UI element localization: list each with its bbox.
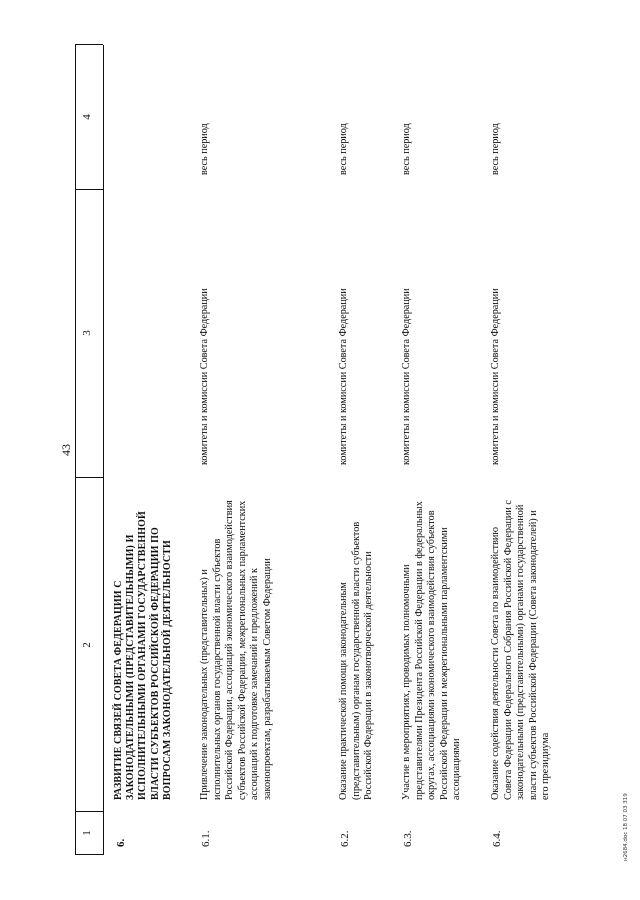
section-title: РАЗВИТИЕ СВЯЗЕЙ СОВЕТА ФЕДЕРАЦИИ С ЗАКОНОДАТЕЛЬНЫМИ (ПРЕДСТАВИТЕЛЬНЫМИ) И ИСПОЛНИТЕЛЬНЫМИ ОРГАНАМИ ГОСУДАРСТВЕННОЙ ВЛАСТИ СУБЪЕКТОВ РОССИЙСКОЙ ФЕДЕРАЦИИ ПО ВОПРОСАМ ЗАКОНОДАТЕЛЬНОЙ ДЕЯТЕЛЬНОСТИ xyxy=(113,511,173,800)
row-responsible: комитеты и комиссии Совета Федерации xyxy=(490,288,501,465)
row-term: весь период xyxy=(338,123,349,175)
row-term: весь период xyxy=(401,123,412,175)
row-number: 6.2. xyxy=(339,830,351,847)
column-number-1: 1 xyxy=(81,830,93,836)
document-page xyxy=(59,45,629,861)
table-right-border xyxy=(75,44,103,45)
column-number-3: 3 xyxy=(81,330,93,336)
row-number: 6.1. xyxy=(200,830,212,847)
section-number: 6. xyxy=(115,838,127,847)
row-text: Оказание практической помощи законодательным (представительным) органам государственной власти субъектов Российской Федерации в законотворческой деятельности xyxy=(338,521,375,800)
column-divider-3 xyxy=(75,189,103,190)
row-term: весь период xyxy=(490,123,501,175)
column-divider-2 xyxy=(75,477,103,478)
row-text: Оказание содействия деятельности Совета по взаимодействию Совета Федерации Федерального Собрания Российской Федерации с законодательными (представительными) органами государственной власти субъектов Российской Федерации (Совета законодателей) и его президиума xyxy=(490,500,552,800)
column-divider-1 xyxy=(75,811,103,812)
row-responsible: комитеты и комиссии Совета Федерации xyxy=(199,288,210,465)
table-left-border xyxy=(75,854,103,855)
row-text: Участие в мероприятиях, проводимых полномочными представителями Президента Российской Федерации в федеральных округах, ассоциациями экономического взаимодействия субъектов Российской Федерации и межрегиональными парламентскими ассоциациями xyxy=(401,501,463,800)
row-responsible: комитеты и комиссии Совета Федерации xyxy=(401,288,412,465)
column-number-2: 2 xyxy=(81,642,93,648)
row-number: 6.3. xyxy=(402,830,414,847)
row-number: 6.4. xyxy=(491,830,503,847)
file-stamp: н2684.doc 18 07 03 319 xyxy=(623,793,629,861)
row-responsible: комитеты и комиссии Совета Федерации xyxy=(338,288,349,465)
page-number: 43 xyxy=(59,444,73,456)
header-bottom-border xyxy=(103,45,104,855)
row-text: Привлечение законодательных (представительных) и исполнительных органов государственной власти субъектов Российской Федерации, ассоциаций экономического взаимодействия субъектов Российской Федерации, межрегиональных парламентских ассоциаций к подготовке замечаний и предложений к законопроектам, разрабатываемым Советом Федерации xyxy=(199,500,273,800)
table-top-border xyxy=(75,45,76,855)
row-term: весь период xyxy=(199,123,210,175)
column-number-4: 4 xyxy=(81,114,93,120)
